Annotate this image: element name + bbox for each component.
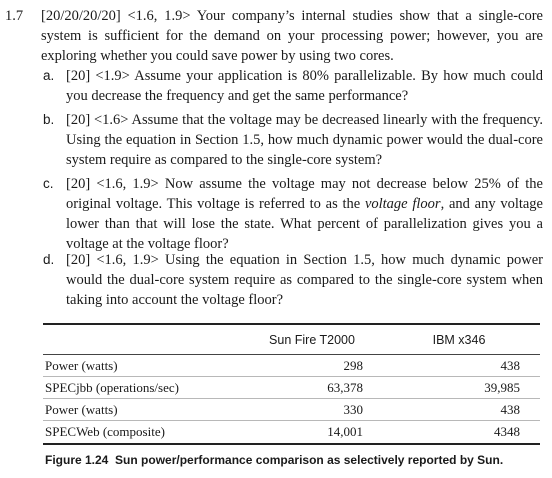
subpart-letter: b. <box>43 112 55 127</box>
cell-sun-fire: 298 <box>343 358 363 373</box>
subpart-a <box>41 66 543 106</box>
problem-number: 1.7 <box>5 8 24 24</box>
subpart-c <box>41 174 543 254</box>
row-label: SPECjbb (operations/sec) <box>45 380 179 395</box>
table-row <box>43 399 540 421</box>
cell-sun-fire: 330 <box>343 402 363 417</box>
row-label: Power (watts) <box>45 402 118 417</box>
column-header-ibm: IBM x346 <box>432 333 486 347</box>
subpart-d <box>41 250 543 310</box>
cell-ibm: 438 <box>500 402 520 417</box>
cell-ibm: 4348 <box>494 424 520 439</box>
subpart-term-italic: voltage floor <box>364 196 441 212</box>
subpart-b <box>41 110 543 170</box>
subpart-letter: c. <box>43 176 54 191</box>
subpart-letter: a. <box>43 68 55 83</box>
figure-caption-text: Sun power/performance comparison as selectively reported by Sun. <box>115 453 504 467</box>
table-top-rule <box>43 323 540 325</box>
column-header-sun-fire: Sun Fire T2000 <box>269 333 355 347</box>
row-label: Power (watts) <box>45 358 118 373</box>
cell-ibm: 438 <box>500 358 520 373</box>
table-row <box>43 377 540 399</box>
table-bottom-rule <box>43 443 540 445</box>
subpart-text <box>66 174 543 254</box>
cell-sun-fire: 63,378 <box>327 380 363 395</box>
cell-ibm: 39,985 <box>484 380 520 395</box>
table-row <box>43 355 540 377</box>
subpart-text: [20] <1.9> Assume your application is 80% parallelizable. By how much could you decrease the frequency and get the same performance? <box>66 68 543 104</box>
subpart-text-part: , and any voltage lower than that will lose the state. What percent of parallelization gives you a voltage at the voltage floor? <box>66 196 543 252</box>
subpart-letter: d. <box>43 252 55 267</box>
figure-caption <box>45 452 545 468</box>
subpart-text-part: [20] <1.6, 1.9> Now assume the voltage may not decrease below 25% of the original voltage. This voltage is referred to as the <box>66 176 543 212</box>
table-row <box>43 421 540 443</box>
figure-label: Figure 1.24 <box>45 453 109 467</box>
subpart-text: [20] <1.6> Assume that the voltage may be decreased linearly with the frequency. Using the equation in Section 1.5, how much dynamic power would the dual-core system require as compared to the single-core system? <box>66 112 543 168</box>
subpart-text: [20] <1.6, 1.9> Using the equation in Section 1.5, how much dynamic power would the dual-core system require as compared to the single-core system when taking into account the voltage floor? <box>66 252 543 308</box>
problem-intro: [20/20/20/20] <1.6, 1.9> Your company’s internal studies show that a single-core system is sufficient for the demand on your processing power; however, you are exploring whether you could save power by using two cores. <box>41 8 543 64</box>
row-label: SPECWeb (composite) <box>45 424 165 439</box>
cell-sun-fire: 14,001 <box>327 424 363 439</box>
